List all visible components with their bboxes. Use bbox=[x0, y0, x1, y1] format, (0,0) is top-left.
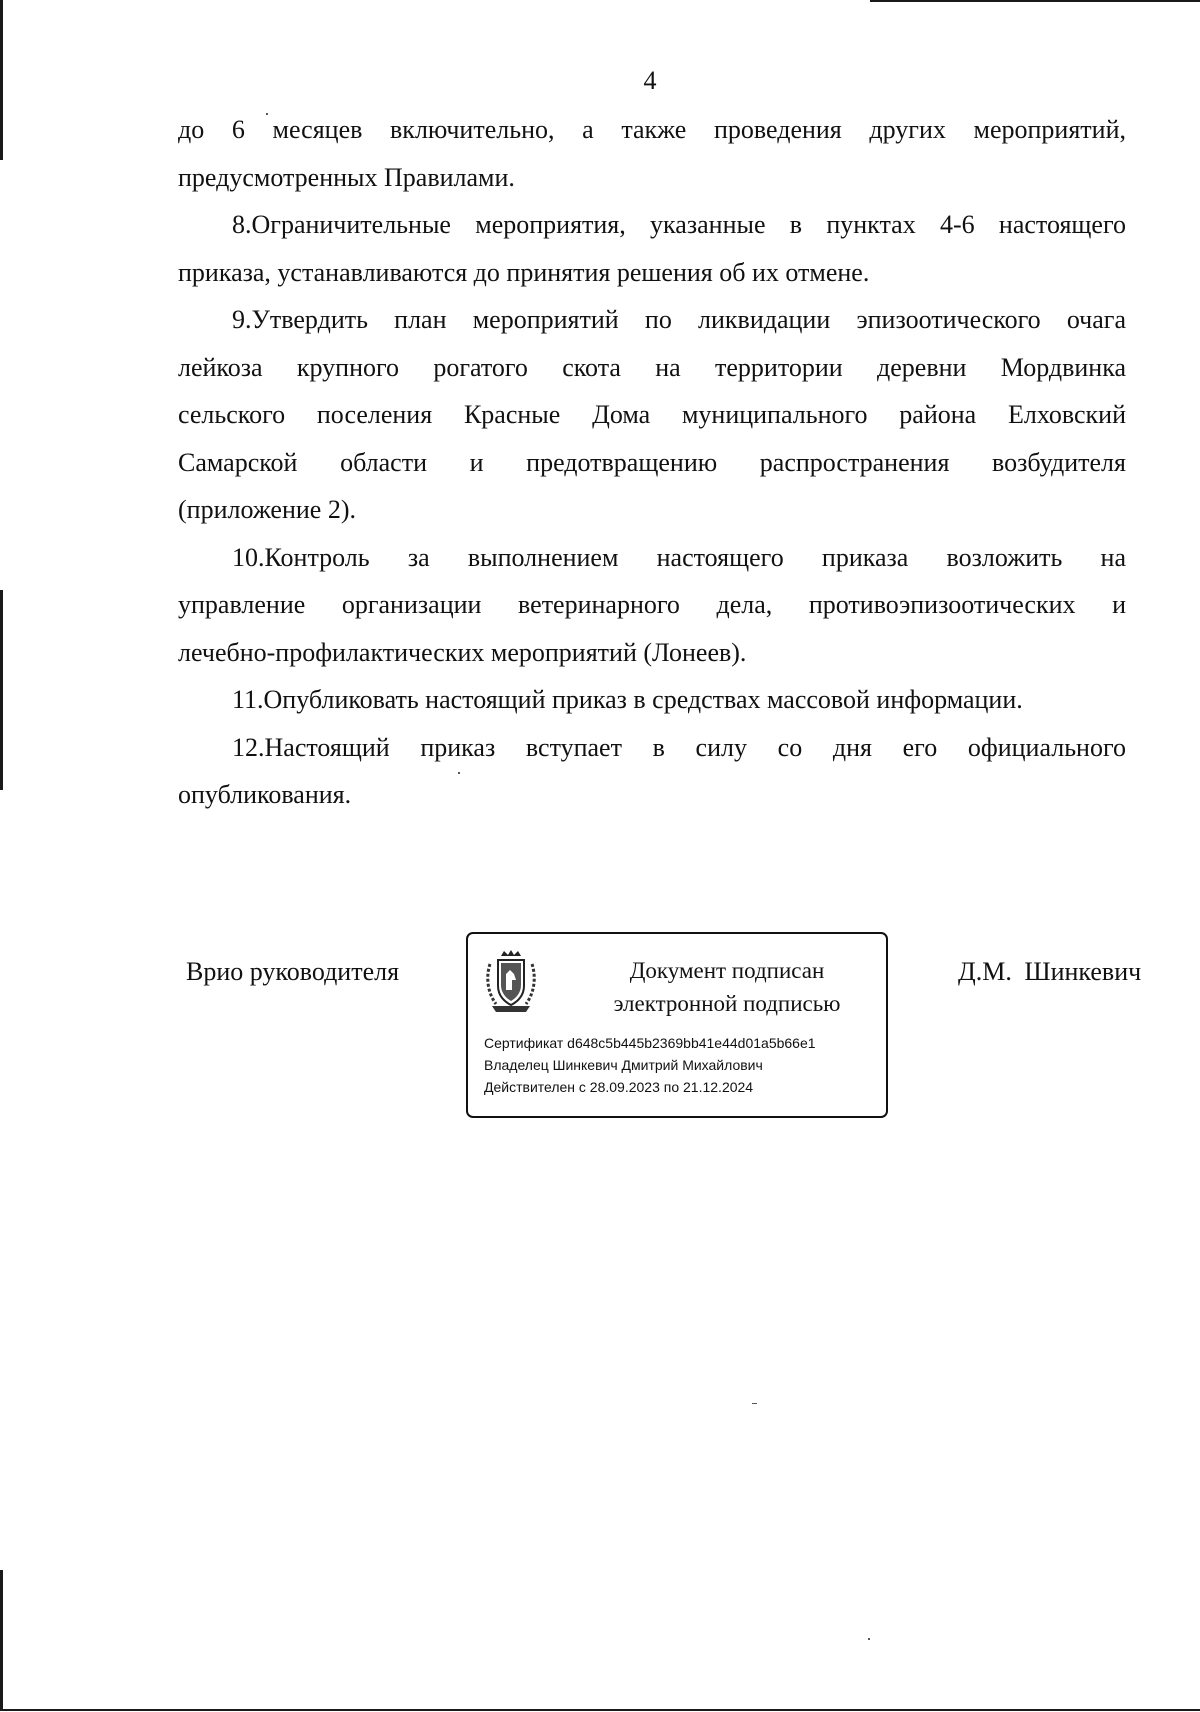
text-line: 9.Утвердить план мероприятий по ликвидации эпизоотического очага bbox=[232, 305, 1126, 334]
text-line: (приложение 2). bbox=[178, 495, 357, 524]
text-line: 8.Ограничительные мероприятия, указанные в пунктах 4-6 настоящего bbox=[232, 210, 1126, 239]
text-line: приказа, устанавливаются до принятия решения об их отмене. bbox=[178, 257, 870, 287]
text-line: до 6 месяцев включительно, а также проведения других мероприятий, bbox=[178, 115, 1126, 144]
scan-edge-mark bbox=[0, 590, 3, 790]
document-body bbox=[178, 106, 1126, 819]
electronic-signature-stamp bbox=[466, 932, 888, 1118]
page-number: 4 bbox=[643, 66, 657, 95]
text-line: 10.Контроль за выполнением настоящего приказа возложить на bbox=[232, 542, 1126, 572]
scan-speck bbox=[752, 1403, 757, 1404]
certificate-validity: Действителен с 28.09.2023 по 21.12.2024 bbox=[484, 1079, 754, 1095]
text-line: сельского поселения Красные Дома муниципального района Елховский bbox=[178, 400, 1126, 429]
text-line: лейкоза крупного рогатого скота на территории деревни Мордвинка bbox=[178, 352, 1126, 382]
stamp-title-line: Документ подписан bbox=[629, 958, 825, 983]
paragraph-10 bbox=[178, 534, 1126, 677]
stamp-details bbox=[484, 1032, 816, 1098]
text-line: опубликования. bbox=[178, 780, 352, 809]
scan-edge-mark bbox=[0, 1709, 1200, 1711]
certificate-number: Сертификат d648c5b445b2369bb41e44d01a5b66e1 bbox=[484, 1035, 816, 1051]
scan-edge-mark bbox=[870, 0, 1200, 2]
signer-name: Д.М. Шинкевич bbox=[958, 957, 1142, 986]
stamp-title bbox=[592, 954, 862, 1020]
scan-edge-mark bbox=[0, 1570, 3, 1710]
text-line: 12.Настоящий приказ вступает в силу со дня его официального bbox=[232, 732, 1126, 762]
text-line: 11.Опубликовать настоящий приказ в средствах массовой информации. bbox=[232, 685, 1023, 714]
text-line: предусмотренных Правилами. bbox=[178, 162, 515, 192]
paragraph-7-continuation bbox=[178, 106, 1126, 201]
certificate-owner: Владелец Шинкевич Дмитрий Михайлович bbox=[484, 1057, 763, 1073]
paragraph-8 bbox=[178, 201, 1126, 296]
text-line: Самарской области и предотвращению распространения возбудителя bbox=[178, 447, 1126, 477]
signer-position: Врио руководителя bbox=[186, 957, 400, 986]
stamp-title-line: электронной подписью bbox=[613, 991, 841, 1016]
coat-of-arms-icon bbox=[484, 950, 538, 1014]
scan-speck bbox=[868, 1638, 870, 1640]
paragraph-11 bbox=[178, 676, 1126, 724]
text-line: управление организации ветеринарного дела, противоэпизоотических и bbox=[178, 590, 1126, 619]
text-line: лечебно-профилактических мероприятий (Лонеев). bbox=[178, 637, 747, 667]
paragraph-12 bbox=[178, 724, 1126, 819]
paragraph-9 bbox=[178, 296, 1126, 534]
